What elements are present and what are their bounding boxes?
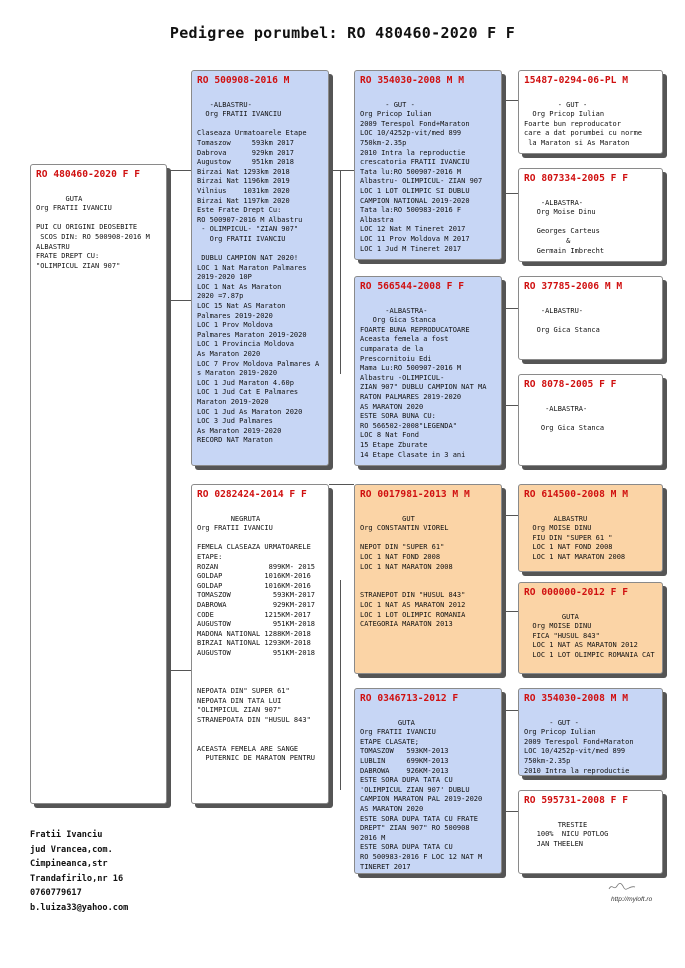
connector-line [329, 170, 354, 171]
detail-line: Org Gica Stanca [524, 423, 605, 432]
pigeon-details [36, 185, 161, 271]
pigeon-card-dam-sire [354, 484, 502, 674]
detail-line: 750km-2.35p [360, 138, 407, 147]
detail-line: 100% NICU POTLOG [524, 830, 609, 839]
pigeon-details [360, 709, 496, 872]
detail-line: GOLDAP 1016KM-2016 [197, 572, 311, 581]
detail-line: "OLIMPICUL ZIAN 907" [36, 261, 121, 270]
detail-line: GUTA [524, 612, 579, 621]
detail-line: cumparata de la [360, 344, 424, 353]
detail-line: ESTE SORA DUPA TATA CU [360, 843, 453, 852]
ring-number: RO 000000-2012 F F [524, 587, 628, 598]
detail-line: LOC 10/4252p-vit/med 899 [360, 129, 462, 138]
detail-line: Org MOISE DINU [524, 524, 592, 533]
detail-line: Claseaza Urmatoarele Etape [197, 129, 307, 138]
pigeon-card-dam [191, 484, 329, 804]
detail-line: LUBLIN 699KM-2013 [360, 756, 449, 765]
page-title: Pedigree porumbel: RO 480460-2020 F F [169, 24, 516, 42]
detail-line: Mama Lu:RO 500907-2016 M [360, 364, 462, 373]
ring-number: RO 566544-2008 F F [360, 281, 464, 292]
detail-line: LOC 1 LOT OLIMPIC ROMANIA CAT [524, 650, 655, 659]
pigeon-details [524, 709, 657, 776]
detail-line: ALBASTRU [524, 514, 588, 523]
pigeon-card-sire-sire-dam [518, 168, 663, 262]
website-link[interactable]: http://myloft.ro [611, 896, 653, 903]
detail-line: Org CONSTANTIN VIOREL [360, 524, 449, 533]
detail-line: 2019-2020 10P [197, 273, 252, 282]
detail-line [197, 726, 323, 736]
detail-line: Org Moise Dinu [524, 208, 596, 217]
detail-line: LOC 7 Prov Moldova Palmares A [197, 359, 320, 368]
detail-line: CODE 1215KM-2017 [197, 610, 311, 619]
detail-line: - OLIMPICUL- "ZIAN 907" [197, 225, 299, 234]
pigeon-card-dam-dam-sire [518, 688, 663, 776]
connector-line [340, 170, 341, 374]
pigeon-card-dam-sire-dam [518, 582, 663, 674]
detail-line: LOC 1 Jud As Maraton 2020 [197, 407, 303, 416]
pigeon-card-sire-dam [354, 276, 502, 466]
detail-line: LOC 1 NAT MARATON 2008 [360, 562, 453, 571]
detail-line [197, 245, 323, 255]
detail-line: PUTERNIC DE MARATON PENTRU [197, 754, 316, 763]
ring-number: RO 0282424-2014 F F [197, 489, 307, 500]
detail-line: Palmares Maraton 2019-2020 [197, 330, 307, 339]
detail-line: 2010 Intra la reproductie [524, 766, 630, 775]
detail-line [197, 120, 323, 130]
pigeon-details [524, 395, 657, 433]
detail-line: - GUT - [360, 100, 415, 109]
pigeon-card-sire-sire [354, 70, 502, 260]
pigeon-card-dam-dam-dam [518, 790, 663, 874]
pigeon-card-dam-dam [354, 688, 502, 874]
detail-line: Org FRATII IVANCIU [360, 728, 436, 737]
detail-line: ESTE SORA BUNA CU: [360, 412, 436, 421]
detail-line: LOC 1 NAT MARATON 2008 [524, 552, 626, 561]
detail-line: Germain Imbrecht [524, 246, 605, 255]
ring-number: RO 37785-2006 M M [524, 281, 623, 292]
pigeon-details [524, 505, 657, 563]
detail-line [197, 659, 323, 669]
detail-line: MADONA NATIONAL 1288KM-2018 [197, 629, 311, 638]
detail-line: ROZAN 899KM- 2015 [197, 562, 316, 571]
detail-line: Foarte bun reproducator [524, 119, 621, 128]
ring-number: RO 595731-2008 F F [524, 795, 628, 806]
detail-line: AUGUSTOW 951KM-2018 [197, 620, 316, 629]
ring-number: RO 480460-2020 F F [36, 169, 140, 180]
detail-line: Org Pricop Iulian [524, 110, 605, 119]
pigeon-details [524, 297, 657, 335]
detail-line [197, 678, 323, 688]
connector-line [502, 100, 519, 194]
detail-line: 14 Etape Clasate in 3 ani [360, 450, 466, 459]
detail-line: Org FRATII IVANCIU [197, 524, 273, 533]
detail-line: RO 500983-2016 F LOC 12 NAT M [360, 852, 483, 861]
detail-line [360, 709, 496, 719]
pigeon-card-sire-sire-sire [518, 70, 663, 154]
detail-line: AUGUSTOW 951KM-2018 [197, 648, 316, 657]
detail-line: LOC 1 Jud M Tineret 2017 [360, 244, 462, 253]
breeder-contact [30, 828, 128, 915]
signature-mark [608, 882, 636, 894]
detail-line: Albastru -OLIMPICUL- [360, 373, 445, 382]
detail-line: NEPOT DIN "SUPER 61" [360, 543, 445, 552]
detail-line: TRESTIE [524, 820, 588, 829]
detail-line: ACEASTA FEMELA ARE SANGE [197, 744, 299, 753]
detail-line: FRATE DREPT CU: [36, 252, 100, 261]
detail-line: ESTE SORA DUPA TATA CU [360, 776, 453, 785]
pigeon-details [524, 91, 657, 149]
detail-line: ETAPE CLASATE; [360, 737, 420, 746]
connector-line [329, 484, 354, 485]
detail-line: LOC 1 Prov Moldova [197, 321, 273, 330]
contact-line: b.luiza33@yahoo.com [30, 902, 129, 913]
pigeon-card-sire-dam-dam [518, 374, 663, 466]
detail-line: LOC 1 LOT OLIMPIC SI DUBLU [360, 186, 470, 195]
detail-line [197, 668, 323, 678]
detail-line: Birzai Nat 1293km 2018 [197, 167, 290, 176]
detail-line: NEPOATA DIN" SUPER 61" [197, 687, 290, 696]
detail-line: ETAPE: [197, 552, 223, 561]
pigeon-details [360, 297, 496, 460]
detail-line: LOC 1 NAT FOND 2008 [524, 543, 613, 552]
contact-line: Cimpineanca,str [30, 859, 108, 869]
detail-line: 2009 Terespol Fond+Maraton [360, 119, 470, 128]
detail-line [197, 534, 323, 544]
detail-line: CAMPION NATIONAL 2019-2020 [360, 196, 470, 205]
detail-line: LOC 1 NAT AS MARATON 2012 [524, 641, 638, 650]
detail-line [524, 603, 657, 613]
detail-line: crescatoria FRATII IVANCIU [360, 158, 470, 167]
contact-line: Fratii Ivanciu [30, 830, 103, 840]
detail-line: ALBASTRU [36, 242, 70, 251]
detail-line: Albastra [360, 215, 394, 224]
detail-line: As Maraton 2020 [197, 350, 261, 359]
detail-line [36, 185, 161, 195]
detail-line: CAMPION MARATON PAL 2019-2020 [360, 795, 483, 804]
detail-line: LOC 8 Nat Fond [360, 431, 420, 440]
detail-line: -ALBASTRU- [197, 100, 252, 109]
detail-line: DUBLU CAMPION NAT 2020! [197, 254, 299, 263]
detail-line: LOC 11 Prov Moldova M 2017 [360, 234, 470, 243]
detail-line: 15 Etape Zburate [360, 440, 428, 449]
detail-line [197, 735, 323, 745]
detail-line [197, 505, 323, 515]
detail-line: Aceasta femela a fost [360, 335, 449, 344]
detail-line: NEPOATA DIN TATA LUI [197, 696, 282, 705]
detail-line: GUTA [360, 718, 415, 727]
detail-line: Birzai Nat 1196km 2019 [197, 177, 290, 186]
detail-line: FICA "HUSUL 843" [524, 631, 600, 640]
detail-line: Prescornitoiu Edi [360, 354, 432, 363]
detail-line: TINERET 2017 [360, 862, 411, 871]
ring-number: RO 500908-2016 M [197, 75, 290, 86]
detail-line [524, 395, 657, 405]
detail-line: Org Gica Stanca [360, 316, 436, 325]
detail-line [524, 189, 657, 199]
detail-line [360, 534, 496, 544]
detail-line: LOC 1 Nat Maraton Palmares [197, 263, 307, 272]
detail-line [197, 91, 323, 101]
detail-line: Dabrova 929km 2017 [197, 148, 294, 157]
detail-line: TOMASZOW 593KM-2013 [360, 747, 449, 756]
detail-line: BIRZAI NATIONAL 1293KM-2018 [197, 639, 311, 648]
detail-line: Birzai Nat 1197km 2020 [197, 196, 290, 205]
detail-line: DABROWA 929KM-2017 [197, 600, 316, 609]
detail-line: 2009 Terespol Fond+Maraton [524, 737, 634, 746]
connector-line [502, 308, 519, 406]
detail-line: STRANEPOATA DIN "HUSUL 843" [197, 716, 311, 725]
detail-line: LOC 1 Provincia Moldova [197, 340, 294, 349]
pigeon-card-sire-dam-sire [518, 276, 663, 360]
detail-line: LOC 1 Jud Maraton 4.60p [197, 378, 294, 387]
pigeon-card-dam-sire-sire [518, 484, 663, 572]
detail-line: DREPT" ZIAN 907" RO 500908 [360, 824, 470, 833]
pigeon-details [524, 603, 657, 661]
detail-line: & [524, 236, 571, 245]
detail-line: GUTA [36, 194, 83, 203]
detail-line: LOC 1 NAT AS MARATON 2012 [360, 600, 466, 609]
detail-line: LOC 15 Nat AS Maraton [197, 302, 286, 311]
signature-icon [608, 882, 636, 892]
ring-number: 15487-0294-06-PL M [524, 75, 628, 86]
detail-line [360, 582, 496, 592]
detail-line: -ALBASTRA- [360, 306, 428, 315]
detail-line [360, 572, 496, 582]
detail-line: 750km-2.35p [524, 756, 571, 765]
detail-line: 2016 M [360, 833, 386, 842]
detail-line: RATON PALMARES 2019-2020 [360, 392, 462, 401]
detail-line: ESTE SORA DUPA TATA CU FRATE [360, 814, 479, 823]
detail-line: RO 566502-2008"LEGENDA" [360, 421, 457, 430]
detail-line: ZIAN 907" DUBLU CAMPION NAT MA [360, 383, 487, 392]
detail-line [360, 297, 496, 307]
detail-line: AS MARATON 2020 [360, 804, 424, 813]
pigeon-card-subject [30, 164, 167, 804]
detail-line: -ALBASTRA- [524, 198, 584, 207]
detail-line [36, 214, 161, 224]
pigeon-details [360, 505, 496, 630]
detail-line [524, 218, 657, 228]
detail-line [524, 505, 657, 515]
detail-line: Albastru- OLIMPICUL- ZIAN 907 [360, 177, 483, 186]
detail-line: -ALBASTRU- [524, 306, 584, 315]
detail-line: LOC 3 Jud Palmares [197, 417, 273, 426]
detail-line: "OLIMPICUL ZIAN 907" [197, 706, 282, 715]
detail-line: LOC 1 LOT OLIMPIC ROMANIA [360, 610, 466, 619]
ring-number: RO 8078-2005 F F [524, 379, 617, 390]
detail-line: Org Pricop Iulian [524, 728, 596, 737]
detail-line: STRANEPOT DIN "HUSUL 843" [360, 591, 466, 600]
ring-number: RO 0346713-2012 F [360, 693, 459, 704]
detail-line: care a dat porumbei cu norme [524, 129, 643, 138]
detail-line: Org FRATII IVANCIU [197, 234, 286, 243]
detail-line: As Maraton 2019-2020 [197, 426, 282, 435]
detail-line: - GUT - [524, 718, 579, 727]
detail-line [524, 811, 657, 821]
pigeon-details [197, 505, 323, 764]
detail-line: LOC 1 Nat As Maraton [197, 282, 282, 291]
connector-line [502, 515, 519, 612]
detail-line: RECORD NAT Maraton [197, 436, 273, 445]
detail-line: LOC 1 Jud Cat E Palmares [197, 388, 299, 397]
detail-line: LOC 10/4252p-vit/med 899 [524, 747, 626, 756]
detail-line: Org FRATII IVANCIU [197, 110, 282, 119]
detail-line: GUT [360, 514, 415, 523]
detail-line: Vilnius 1031km 2020 [197, 186, 290, 195]
detail-line [524, 316, 657, 326]
detail-line: Maraton 2019-2020 [197, 398, 269, 406]
detail-line: DABROWA 926KM-2013 [360, 766, 449, 775]
detail-line: Org Pricop Iulian [360, 110, 432, 119]
detail-line: CATEGORIA MARATON 2013 [360, 620, 453, 629]
pigeon-details [524, 189, 657, 256]
connector-line [502, 710, 519, 812]
connector-line [170, 170, 191, 171]
detail-line [360, 505, 496, 515]
detail-line: LOC 12 Nat M Tineret 2017 [360, 225, 466, 234]
detail-line: Org FRATII IVANCIU [36, 204, 112, 213]
pigeon-details [197, 91, 323, 446]
detail-line: Tata lu:RO 500907-2016 M [360, 167, 462, 176]
contact-line: 0760779617 [30, 888, 82, 898]
detail-line: 2010 Intra la reproductie [360, 148, 466, 157]
detail-line: Palmares 2019-2020 [197, 311, 273, 320]
detail-line: SCOS DIN: RO 500908-2016 M [36, 232, 150, 241]
detail-line: s Maraton 2019-2020 [197, 369, 278, 378]
connector-line [340, 580, 341, 790]
ring-number: RO 0017981-2013 M M [360, 489, 470, 500]
contact-line: Trandafirilo,nr 16 [30, 873, 124, 884]
detail-line: GOLDAP 1016KM-2016 [197, 581, 311, 590]
ring-number: RO 354030-2008 M M [524, 693, 628, 704]
ring-number: RO 807334-2005 F F [524, 173, 628, 184]
detail-line [524, 91, 657, 101]
detail-line [360, 91, 496, 101]
detail-line: Augustow 951km 2018 [197, 158, 294, 167]
detail-line [524, 414, 657, 424]
detail-line: FEMELA CLASEAZA URMATOARELE [197, 543, 311, 552]
detail-line: LOC 1 NAT FOND 2008 [360, 552, 441, 561]
detail-line: AS MARATON 2020 [360, 402, 424, 411]
pigeon-details [524, 811, 657, 849]
detail-line: Tata la:RO 500983-2016 F [360, 206, 462, 215]
detail-line: la Maraton si As Maraton [524, 138, 630, 147]
detail-line: Georges Carteus [524, 227, 600, 236]
detail-line [524, 709, 657, 719]
detail-line: TOMASZOW 593KM-2017 [197, 591, 316, 600]
detail-line: JAN THEELEN [524, 839, 584, 848]
detail-line: -ALBASTRA- [524, 404, 588, 413]
contact-line: jud Vrancea,com. [30, 844, 113, 855]
detail-line: PUI CU ORIGINI DEOSEBITE [36, 223, 138, 232]
ring-number: RO 614500-2008 M M [524, 489, 628, 500]
ring-number: RO 354030-2008 M M [360, 75, 464, 86]
detail-line: FIU DIN "SUPER 61 " [524, 533, 613, 542]
detail-line: RO 500907-2016 M Albastru [197, 215, 303, 224]
detail-line: Este Frate Drept Cu: [197, 206, 282, 215]
pigeon-details [360, 91, 496, 254]
detail-line: Org Gica Stanca [524, 325, 600, 334]
pigeon-card-sire [191, 70, 329, 466]
detail-line: - GUT - [524, 100, 588, 109]
detail-line: NEGRUTA [197, 514, 261, 523]
detail-line: 2020 =7.87p [197, 292, 244, 301]
detail-line: 'OLIMPICUL ZIAN 907' DUBLU [360, 785, 470, 794]
detail-line [524, 297, 657, 307]
detail-line: FOARTE BUNA REPRODUCATOARE [360, 325, 470, 334]
detail-line: Tomaszow 593km 2017 [197, 138, 294, 147]
detail-line: Org MOISE DINU [524, 622, 592, 631]
